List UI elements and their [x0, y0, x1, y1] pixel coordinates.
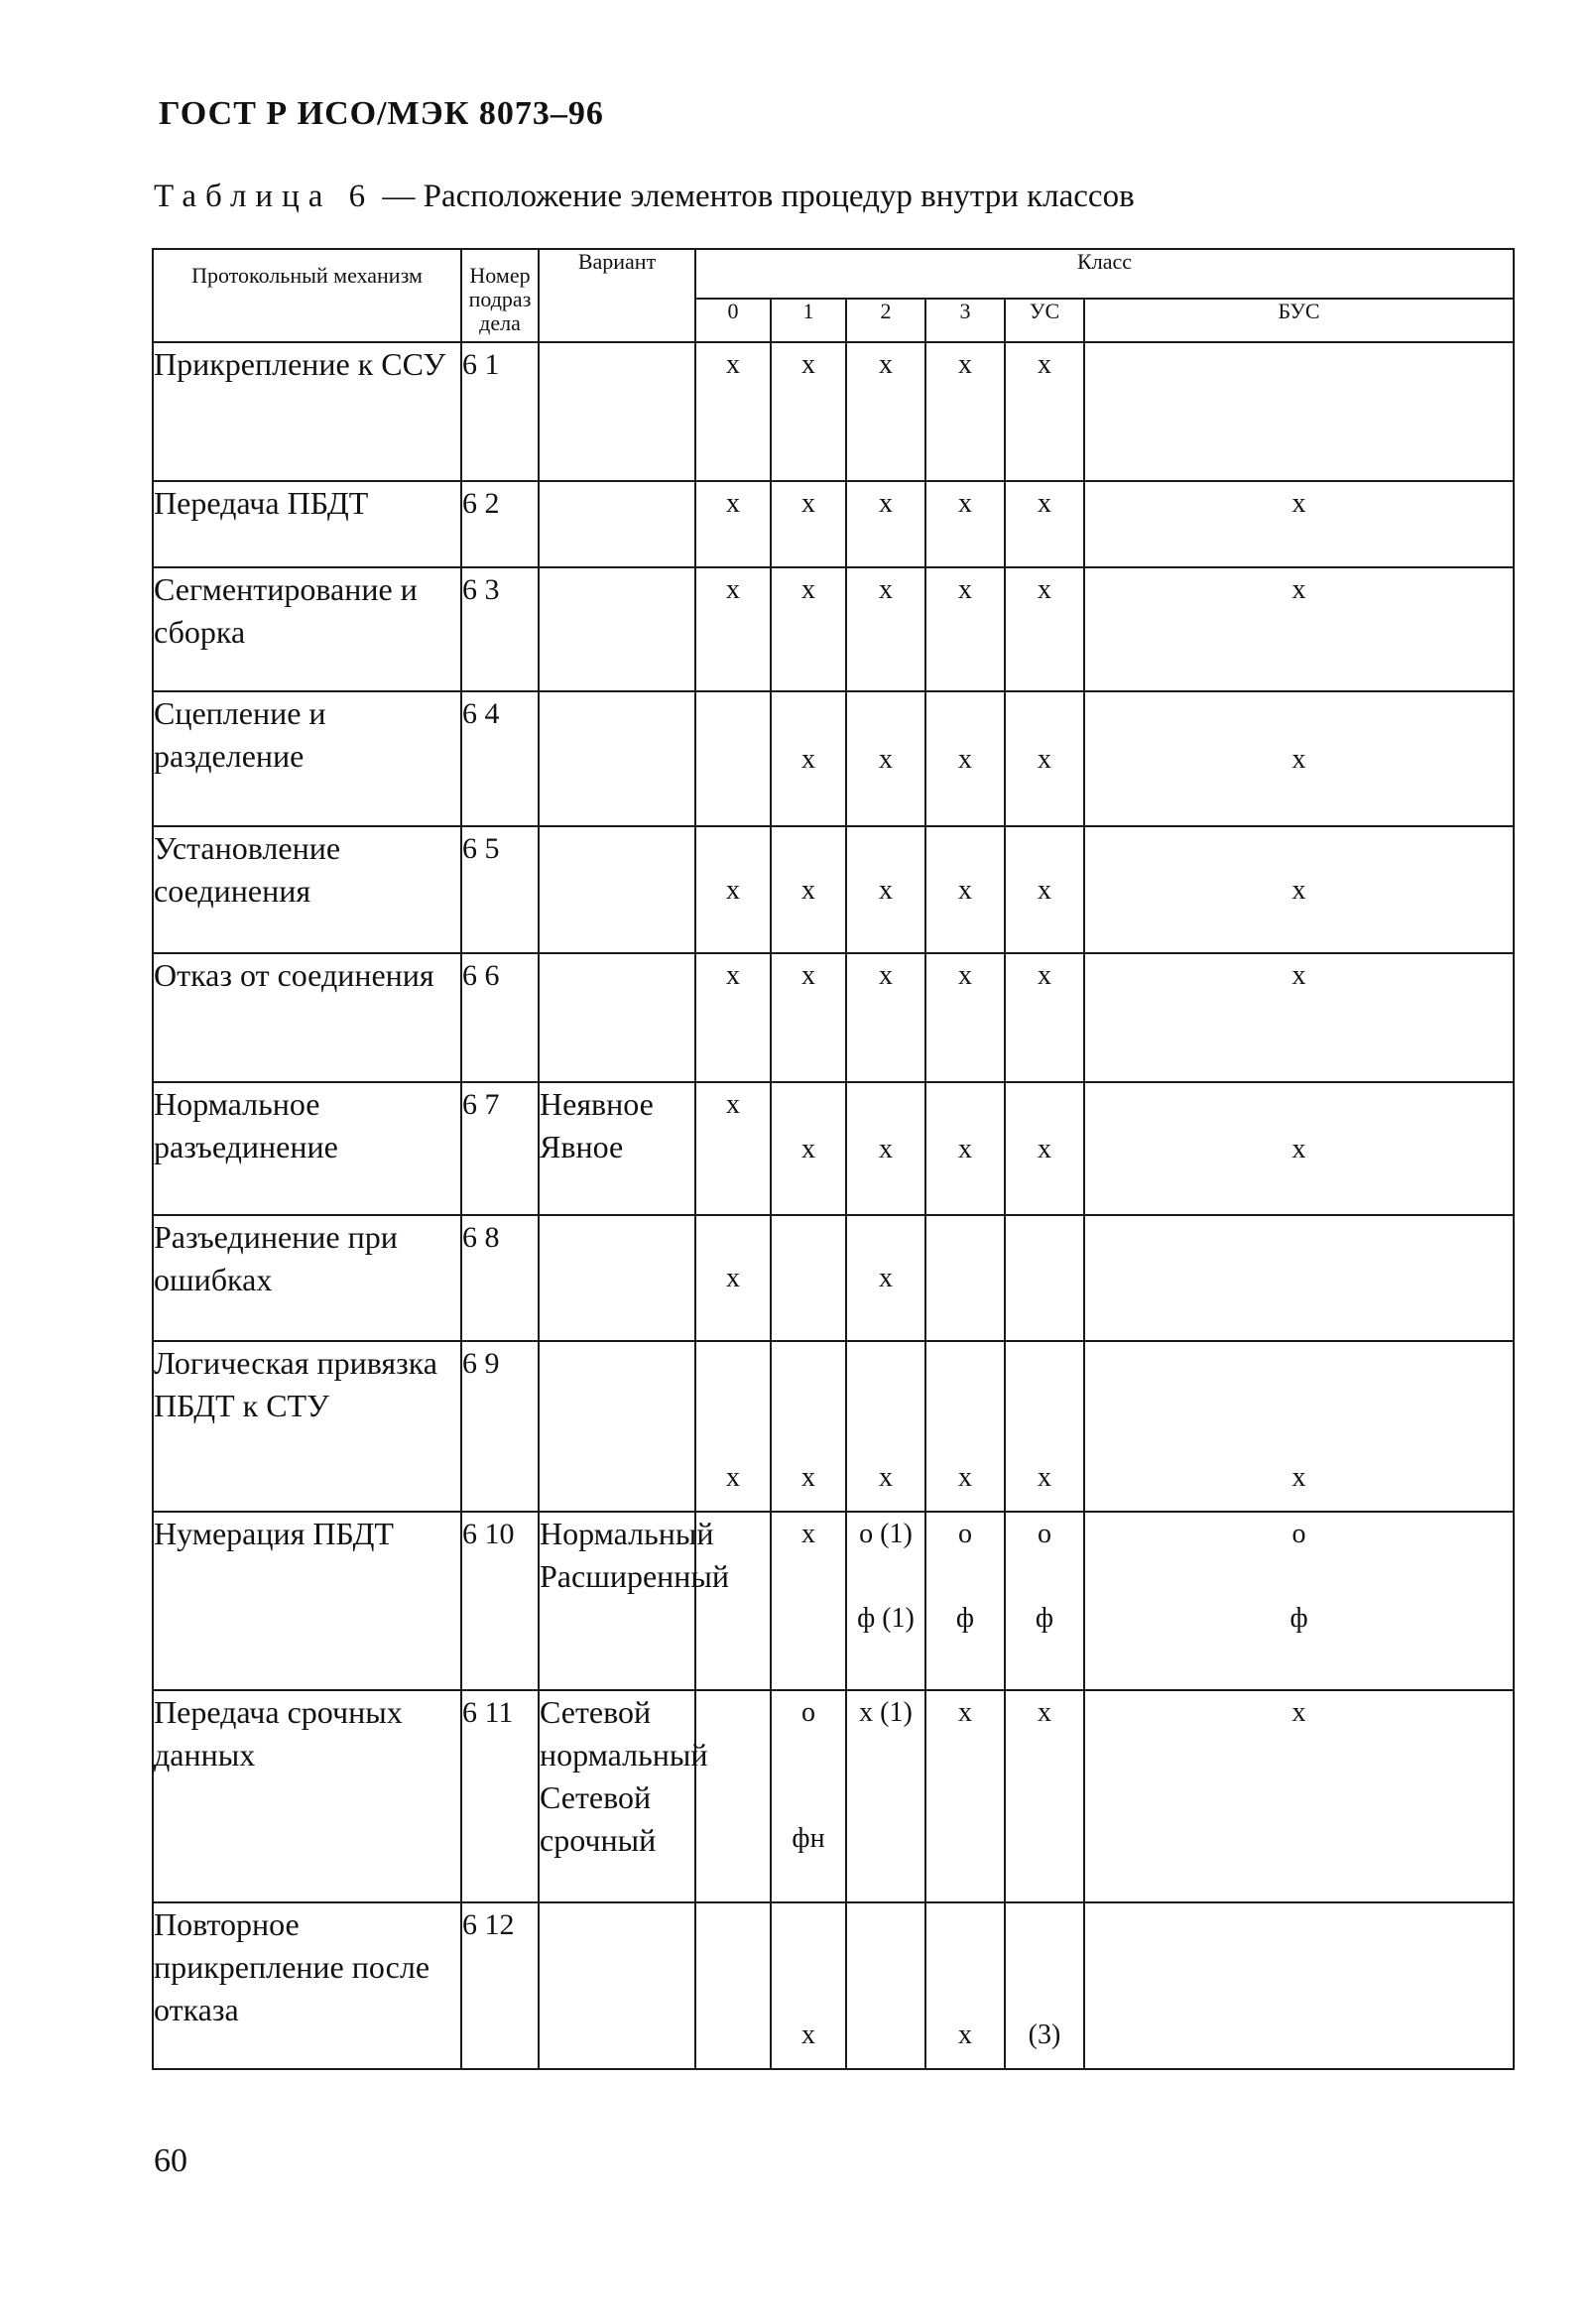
table-row: [153, 1215, 1514, 1341]
mark-cell: x: [1005, 826, 1084, 953]
table-row: [153, 481, 1514, 567]
mark-cell: x: [695, 342, 771, 481]
mark-cell: x: [846, 1341, 925, 1512]
subsection-cell: 6 8: [461, 1215, 539, 1341]
subsection-cell: 6 5: [461, 826, 539, 953]
table-caption-label: Таблица 6: [154, 179, 375, 214]
mark-primary: о: [801, 1697, 815, 1728]
subsection-cell: 6 10: [461, 1512, 539, 1690]
mark-primary: x: [801, 1519, 815, 1549]
mark-cell: x: [1005, 1341, 1084, 1512]
variant-cell: [539, 1215, 695, 1341]
mark-cell: x: [771, 1902, 846, 2069]
mark-cell: x: [1005, 1082, 1084, 1215]
mark-cell: x: [1084, 481, 1514, 567]
subsection-cell: 6 12: [461, 1902, 539, 2069]
table-row: [153, 567, 1514, 691]
mark-secondary: ф: [1289, 1603, 1308, 1634]
page-number: 60: [154, 2142, 187, 2179]
header-class-0: 0: [695, 299, 771, 342]
mark-secondary: ф (1): [857, 1603, 915, 1634]
variant-cell: [539, 342, 695, 481]
mark-cell: x: [925, 953, 1005, 1082]
header-subsection: Номер подраз дела: [461, 249, 539, 342]
mark-primary: x: [958, 1697, 972, 1728]
mark-cell: [771, 1215, 846, 1341]
mark-cell: [695, 691, 771, 826]
mark-cell: [1084, 1512, 1514, 1690]
mechanism-cell: Отказ от соединения: [153, 953, 461, 1082]
subsection-cell: 6 3: [461, 567, 539, 691]
header-variant: Вариант: [539, 249, 695, 342]
mark-cell: x: [1005, 481, 1084, 567]
subsection-cell: 6 1: [461, 342, 539, 481]
mark-cell: x: [771, 1341, 846, 1512]
header-class-us: УС: [1005, 299, 1084, 342]
mark-cell: [1005, 1690, 1084, 1902]
mark-cell: [771, 1690, 846, 1902]
mark-cell: [1005, 1215, 1084, 1341]
mark-cell: x: [925, 1082, 1005, 1215]
mark-cell: x: [771, 826, 846, 953]
mark-cell: x: [695, 1215, 771, 1341]
mark-cell: [846, 1512, 925, 1690]
subsection-cell: 6 6: [461, 953, 539, 1082]
mark-secondary: фн: [792, 1823, 825, 1854]
mark-cell: x: [1084, 953, 1514, 1082]
mechanism-cell: Нумерация ПБДТ: [153, 1512, 461, 1690]
mark-cell: [925, 1690, 1005, 1902]
mark-cell: x: [771, 567, 846, 691]
mark-cell: x: [695, 1341, 771, 1512]
mark-primary: x: [1038, 1697, 1051, 1728]
document-header: ГОСТ Р ИСО/МЭК 8073–96: [159, 95, 604, 132]
mark-cell: x: [771, 691, 846, 826]
mechanism-cell: Нормальное разъединение: [153, 1082, 461, 1215]
table-row: [153, 1512, 1514, 1690]
mark-cell: x: [925, 342, 1005, 481]
mechanism-cell: Повторное прикрепление после отказа: [153, 1902, 461, 2069]
subsection-cell: 6 11: [461, 1690, 539, 1902]
table-row: [153, 1690, 1514, 1902]
mechanism-cell: Передача срочных данных: [153, 1690, 461, 1902]
mark-cell: x: [695, 481, 771, 567]
mark-cell: x: [695, 826, 771, 953]
mark-cell: x: [695, 567, 771, 691]
mark-cell: x: [925, 826, 1005, 953]
mark-cell: [1084, 1902, 1514, 2069]
table-caption-title: Расположение элементов процедур внутри классов: [423, 179, 1135, 214]
subsection-cell: 6 4: [461, 691, 539, 826]
mark-cell: x: [771, 481, 846, 567]
mechanism-cell: Разъединение при ошибках: [153, 1215, 461, 1341]
mark-cell: x: [1084, 567, 1514, 691]
mark-primary: о: [958, 1519, 972, 1549]
subsection-cell: 6 9: [461, 1341, 539, 1512]
mechanism-cell: Логическая привязка ПБДТ к СТУ: [153, 1341, 461, 1512]
variant-cell: [539, 567, 695, 691]
mark-primary: о (1): [859, 1519, 913, 1549]
variant-cell: [539, 1341, 695, 1512]
table-row: [153, 691, 1514, 826]
header-mechanism: Протокольный механизм: [153, 249, 461, 342]
mechanism-cell: Прикрепление к ССУ: [153, 342, 461, 481]
mark-cell: [925, 1215, 1005, 1341]
mark-cell: x: [925, 481, 1005, 567]
mark-cell: [1084, 1215, 1514, 1341]
mark-cell: [846, 1902, 925, 2069]
table-row: [153, 1341, 1514, 1512]
mark-cell: x: [1084, 691, 1514, 826]
mark-cell: x: [771, 953, 846, 1082]
mark-cell: [1084, 342, 1514, 481]
mark-cell: x: [846, 481, 925, 567]
variant-cell: [539, 953, 695, 1082]
header-class-2: 2: [846, 299, 925, 342]
mark-primary: о: [1291, 1519, 1306, 1549]
mark-cell: (3): [1005, 1902, 1084, 2069]
variant-cell: Нормальный Расширенный: [539, 1512, 695, 1690]
mark-cell: x: [1084, 1082, 1514, 1215]
table-row: [153, 1082, 1514, 1215]
mark-cell: [771, 1512, 846, 1690]
mechanism-cell: Передача ПБДТ: [153, 481, 461, 567]
variant-cell: [539, 1902, 695, 2069]
mechanism-cell: Сцепление и разделение: [153, 691, 461, 826]
mechanism-cell: Сегментирование и сборка: [153, 567, 461, 691]
mark-cell: x: [846, 1215, 925, 1341]
procedures-table: [152, 248, 1515, 2070]
variant-cell: Сетевой нормальный Сетевой срочный: [539, 1690, 695, 1902]
mark-cell: x: [695, 1082, 771, 1215]
table-caption: [154, 179, 1135, 215]
mark-cell: x: [925, 691, 1005, 826]
mark-cell: x: [846, 567, 925, 691]
header-class-1: 1: [771, 299, 846, 342]
mark-secondary: ф: [1035, 1603, 1054, 1634]
mark-cell: x: [1005, 691, 1084, 826]
variant-cell: [539, 691, 695, 826]
mark-cell: x: [771, 1082, 846, 1215]
table-row: [153, 1902, 1514, 2069]
variant-cell: [539, 826, 695, 953]
mark-cell: x: [925, 1902, 1005, 2069]
mark-cell: x: [925, 1341, 1005, 1512]
table-row: [153, 342, 1514, 481]
header-class-bus: БУС: [1084, 299, 1514, 342]
mark-cell: x: [846, 691, 925, 826]
mark-cell: [1005, 1512, 1084, 1690]
variant-cell: Неявное Явное: [539, 1082, 695, 1215]
mark-cell: [695, 1902, 771, 2069]
header-class: Класс: [695, 249, 1514, 299]
mechanism-cell: Установление соединения: [153, 826, 461, 953]
table-caption-sep: —: [374, 179, 424, 214]
mark-cell: x: [846, 1082, 925, 1215]
mark-cell: [846, 1690, 925, 1902]
mark-primary: x (1): [859, 1697, 913, 1728]
subsection-cell: 6 2: [461, 481, 539, 567]
table-row: [153, 953, 1514, 1082]
mark-cell: x: [695, 953, 771, 1082]
mark-cell: x: [846, 826, 925, 953]
mark-cell: x: [771, 342, 846, 481]
table-row: [153, 826, 1514, 953]
mark-cell: x: [1084, 1341, 1514, 1512]
mark-cell: [1084, 1690, 1514, 1902]
mark-cell: x: [1005, 342, 1084, 481]
variant-cell: [539, 481, 695, 567]
mark-cell: x: [1084, 826, 1514, 953]
mark-cell: x: [925, 567, 1005, 691]
mark-cell: x: [846, 953, 925, 1082]
mark-primary: x: [1291, 1697, 1306, 1728]
mark-cell: x: [1005, 567, 1084, 691]
subsection-cell: 6 7: [461, 1082, 539, 1215]
mark-secondary: ф: [955, 1603, 975, 1634]
mark-cell: x: [1005, 953, 1084, 1082]
header-class-3: 3: [925, 299, 1005, 342]
mark-cell: [695, 1690, 771, 1902]
mark-cell: [925, 1512, 1005, 1690]
mark-cell: x: [846, 342, 925, 481]
mark-primary: о: [1038, 1519, 1051, 1549]
